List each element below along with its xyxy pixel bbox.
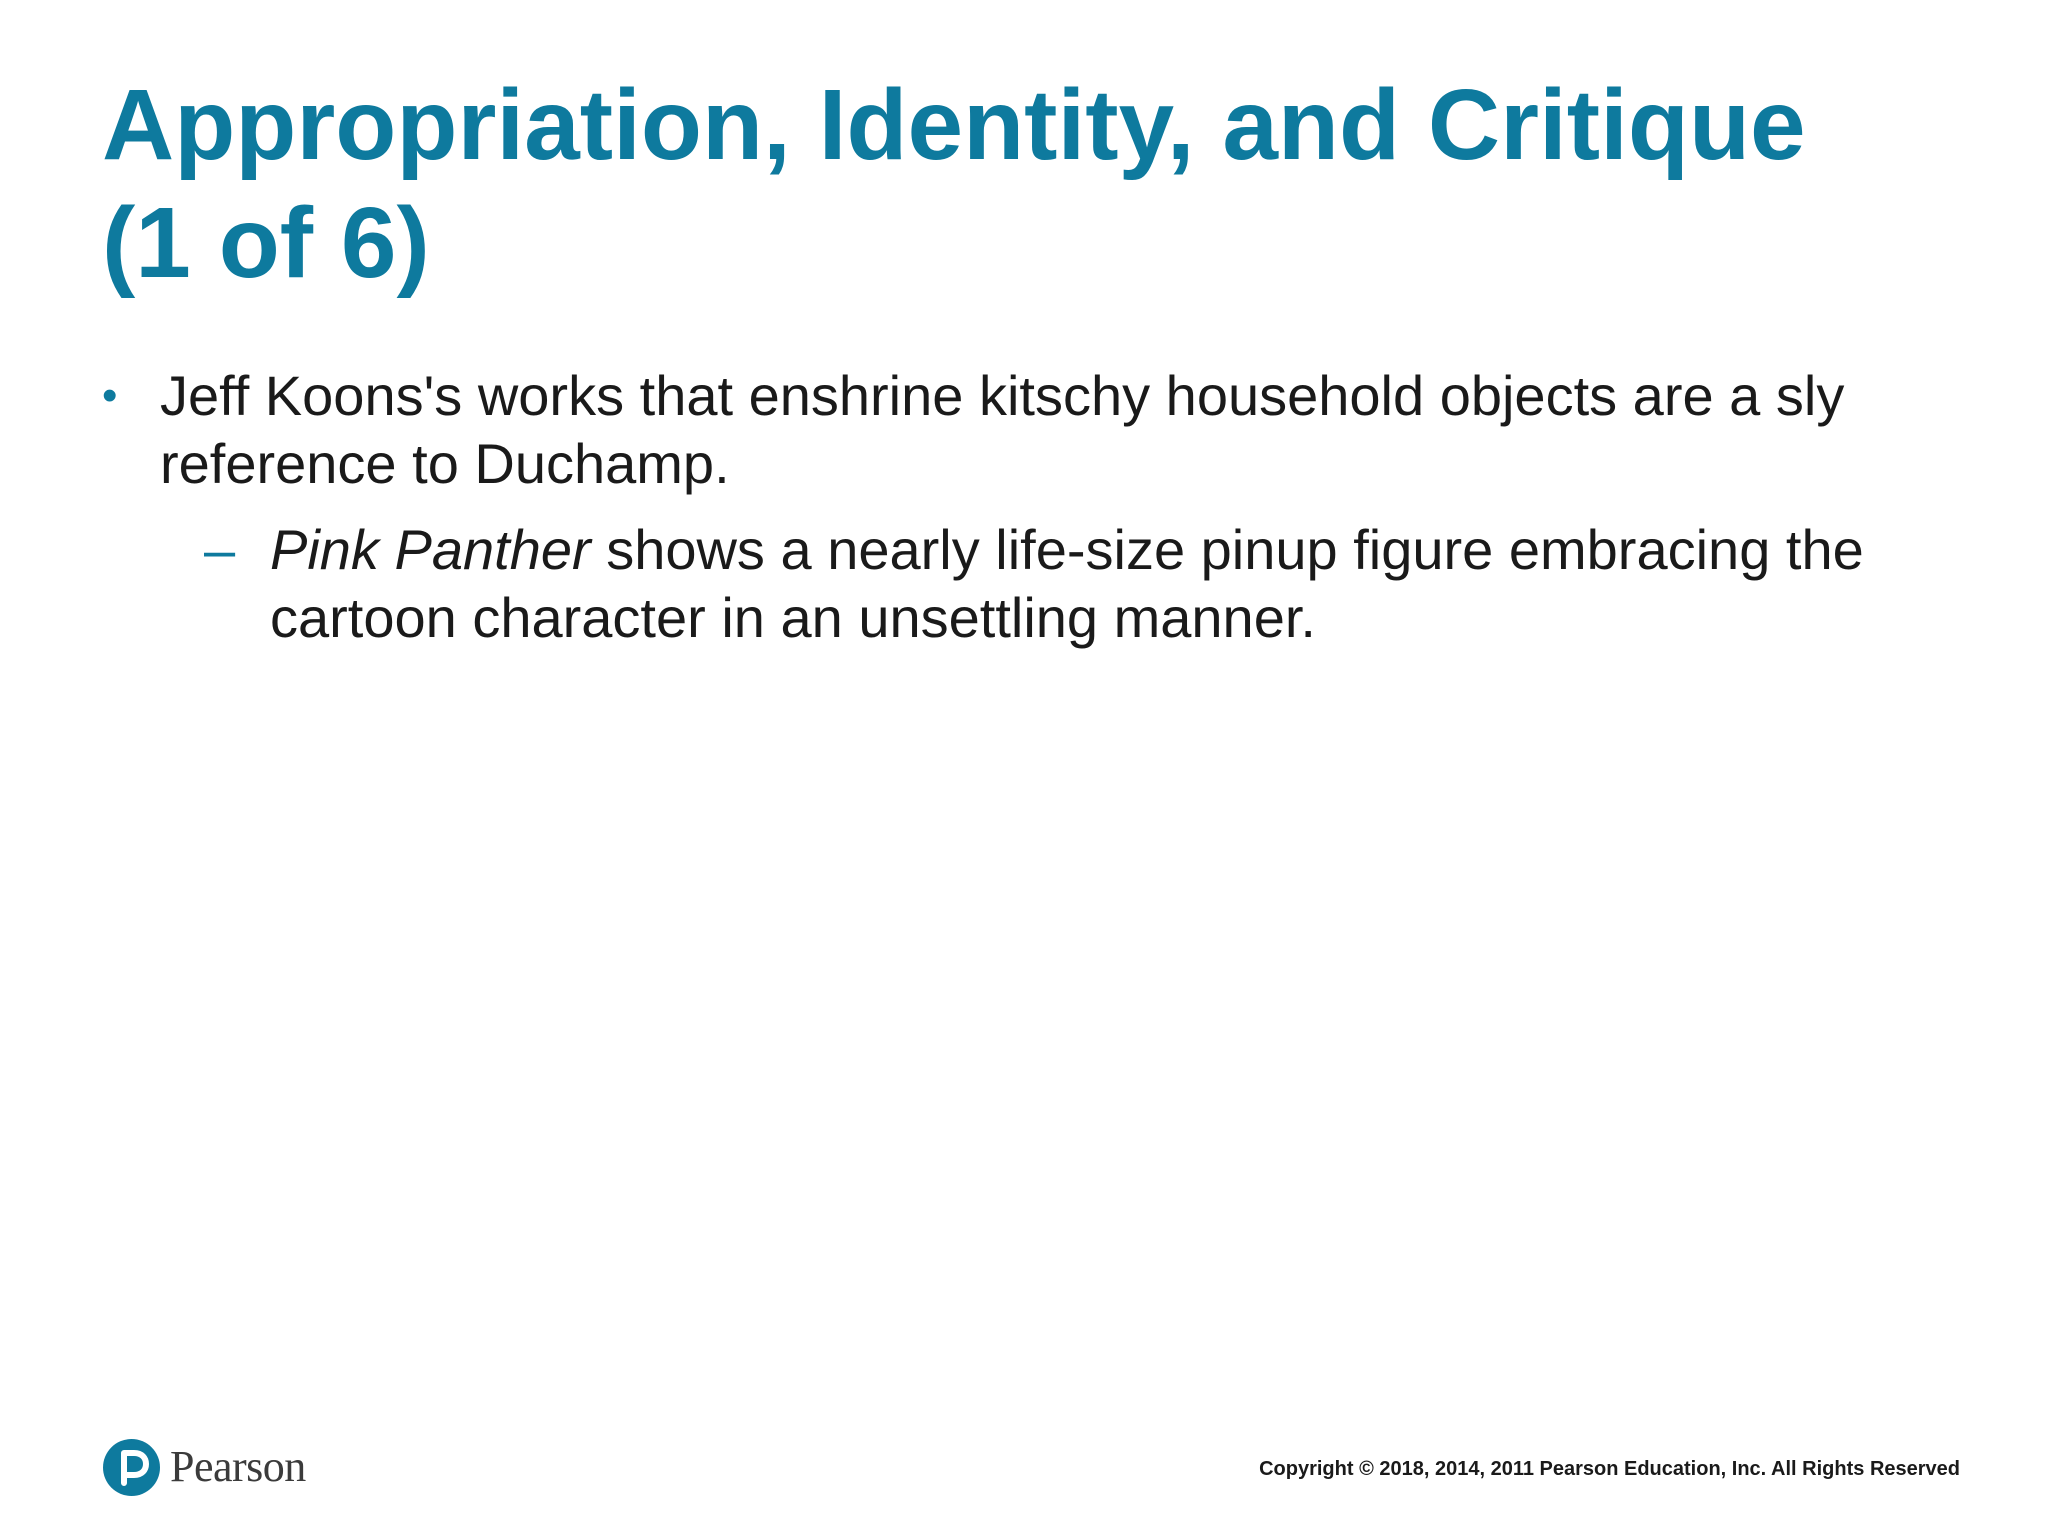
slide-title-line-2: (1 of 6) <box>102 187 430 299</box>
slide-title <box>102 66 1942 302</box>
pearson-logo <box>103 1434 306 1500</box>
pearson-p-icon <box>103 1439 160 1496</box>
copyright-notice: Copyright © 2018, 2014, 2011 Pearson Education, Inc. All Rights Reserved <box>1259 1458 1960 1480</box>
sub-bullet-item <box>102 516 1942 652</box>
artwork-title: Pink Panther <box>270 518 591 581</box>
sub-bullet-text: shows a nearly life-size pinup figure embracing the cartoon character in an unsettling manner. <box>270 518 1864 649</box>
bullet-item <box>102 362 1942 498</box>
bullet-text: Jeff Koons's works that enshrine kitschy household objects are a sly reference to Duchamp. <box>160 364 1845 495</box>
slide-body <box>102 362 1942 652</box>
bullet-marker: • <box>102 371 118 420</box>
pearson-wordmark: Pearson <box>170 1442 306 1491</box>
slide-title-line-1: Appropriation, Identity, and Critique <box>102 69 1806 181</box>
sub-bullet-marker: – <box>204 518 236 581</box>
